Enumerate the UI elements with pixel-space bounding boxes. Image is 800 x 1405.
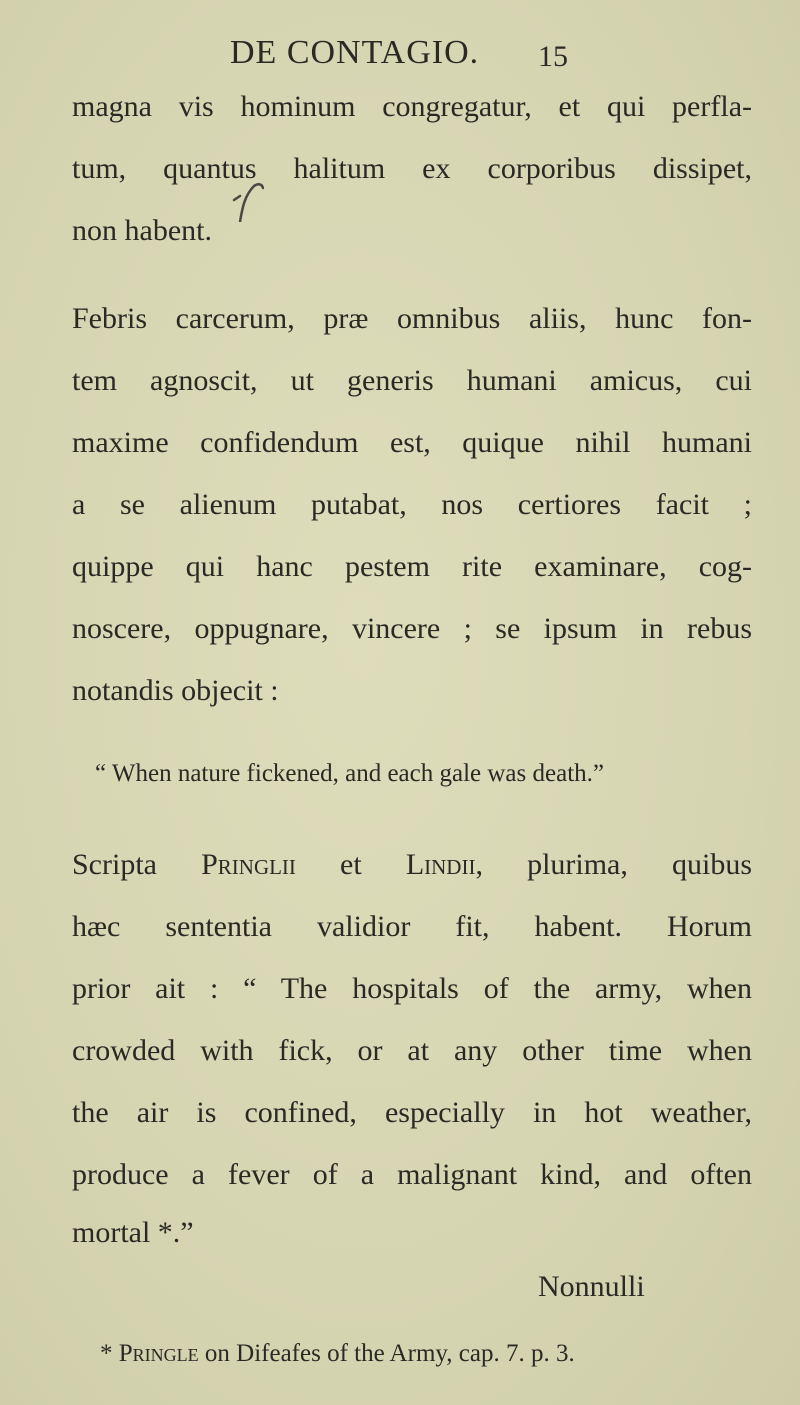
text-line: Febris carcerum, præ omnibus aliis, hunc fon- xyxy=(72,302,752,335)
page-header xyxy=(0,34,800,84)
footnote xyxy=(100,1340,575,1368)
author-name-pringlii: Pringlii xyxy=(201,848,296,881)
text-line: hæc sententia validior fit, habent. Horum xyxy=(72,910,752,943)
text-line: noscere, oppugnare, vincere ; se ipsum in rebus xyxy=(72,612,752,645)
text-line: non habent. xyxy=(72,214,212,247)
verse-quotation: “ When nature fickened, and each gale was death.” xyxy=(95,760,604,787)
footnote-text: on Difeafes of the Army, cap. 7. p. 3. xyxy=(198,1340,575,1367)
footnote-author: Pringle xyxy=(118,1340,199,1367)
catchword: Nonnulli xyxy=(538,1270,645,1303)
text-line: magna vis hominum congregatur, et qui perfla- xyxy=(72,90,752,123)
footnote-marker: * xyxy=(100,1340,119,1367)
text-line: tem agnoscit, ut generis humani amicus, cui xyxy=(72,364,752,397)
text-line: notandis objecit : xyxy=(72,674,279,707)
text-line: quippe qui hanc pestem rite examinare, cog- xyxy=(72,550,752,583)
running-title: DE CONTAGIO. xyxy=(230,34,480,71)
author-name-lindii: Lindii xyxy=(405,848,476,881)
text-line: Scripta Pringlii et Lindii, plurima, quibus xyxy=(72,848,752,881)
text-line: mortal *.” xyxy=(72,1216,194,1249)
text-line: crowded with fick, or at any other time when xyxy=(72,1034,752,1067)
text-line: the air is confined, especially in hot weather, xyxy=(72,1096,752,1129)
text-line: prior ait : “ The hospitals of the army, when xyxy=(72,972,752,1005)
page-number: 15 xyxy=(538,40,568,73)
text-line: a se alienum putabat, nos certiores facit ; xyxy=(72,488,752,521)
text-line: maxime confidendum est, quique nihil humani xyxy=(72,426,752,459)
text-line: produce a fever of a malignant kind, and often xyxy=(72,1158,752,1191)
handwritten-mark-icon xyxy=(228,182,264,222)
text-line: tum, quantus halitum ex corporibus dissipet, xyxy=(72,152,752,185)
